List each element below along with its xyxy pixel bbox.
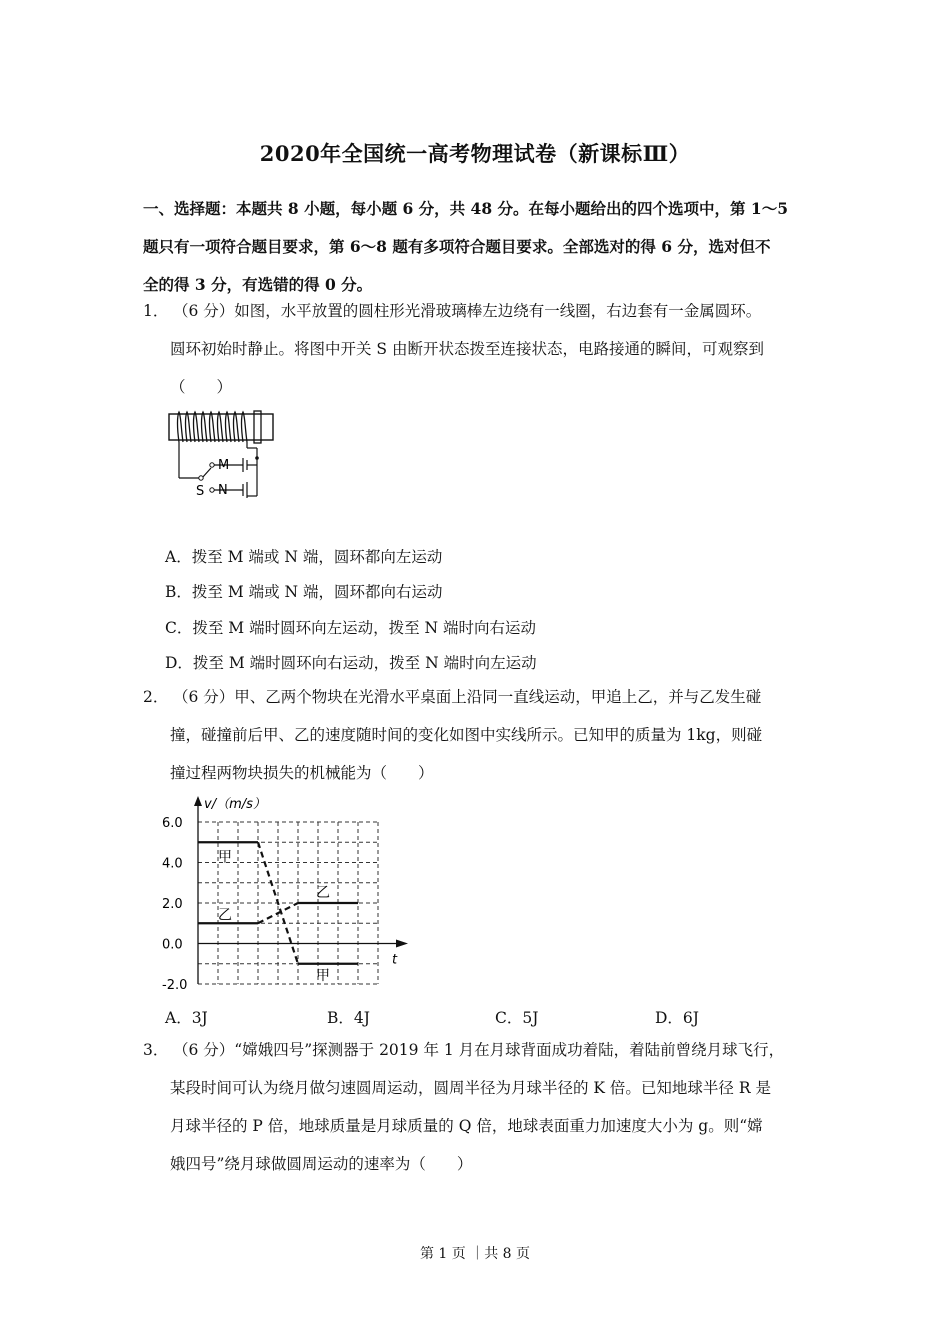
question-text: 撞，碰撞前后甲、乙的速度随时间的变化如图中实线所示。已知甲的质量为 1kg，则碰 <box>170 726 763 744</box>
question-number: 2． <box>143 688 169 706</box>
question-text: （6 分）如图，水平放置的圆柱形光滑玻璃棒左边绕有一线圈，右边套有一金属圆环。 <box>173 302 762 320</box>
y-tick-label: 4.0 <box>162 856 183 872</box>
option-b: B．拨至 M 端或 N 端，圆环都向右运动 <box>165 583 443 601</box>
question-text: 娥四号”绕月球做圆周运动的速率为（ ） <box>170 1155 473 1173</box>
option-c: C．拨至 M 端时圆环向左运动，拨至 N 端时向右运动 <box>165 619 537 637</box>
velocity-time-chart <box>160 790 420 995</box>
option-d: D．6J <box>655 1009 700 1027</box>
section-line: 题只有一项符合题目要求，第 6～8 题有多项符合题目要求。全部选对的得 6 分，选对但不 <box>143 237 771 256</box>
coil-icon <box>178 412 248 442</box>
option-d: D．拨至 M 端时圆环向右运动，拨至 N 端时向左运动 <box>165 654 537 672</box>
label-m: M <box>218 458 230 473</box>
label-n: N <box>218 483 228 498</box>
option-c: C．5J <box>495 1009 539 1027</box>
x-axis-arrow <box>396 940 408 948</box>
section-instructions <box>143 190 808 304</box>
series-label-jia: 甲 <box>218 849 232 866</box>
question-text: 某段时间可认为绕月做匀速圆周运动，圆周半径为月球半径的 K 倍。已知地球半径 R 是 <box>170 1079 771 1097</box>
option-a: A．拨至 M 端或 N 端，圆环都向左运动 <box>165 548 443 566</box>
question-text: （6 分）“嫦娥四号”探测器于 2019 年 1 月在月球背面成功着陆，着陆前曾绕月球飞行， <box>173 1041 785 1059</box>
circuit-figure <box>165 408 280 513</box>
metal-ring <box>254 411 261 443</box>
answer-bracket: （ ） <box>170 378 233 396</box>
x-axis-label: t <box>392 952 398 968</box>
series-label-jia: 甲 <box>316 967 330 984</box>
option-b: B．4J <box>327 1009 370 1027</box>
series-label-yi: 乙 <box>316 885 330 901</box>
y-tick-label: 2.0 <box>162 897 183 912</box>
label-s: S <box>196 484 205 499</box>
question-text: （6 分）甲、乙两个物块在光滑水平桌面上沿同一直线运动，甲追上乙，并与乙发生碰 <box>173 688 762 706</box>
y-axis-label: v/（m/s） <box>204 797 266 812</box>
question-number: 3． <box>143 1041 169 1059</box>
question-text: 月球半径的 P 倍，地球质量是月球质量的 Q 倍，地球表面重力加速度大小为 g。则“嫦 <box>170 1117 763 1135</box>
section-line: 全的得 3 分，有选错的得 0 分。 <box>143 275 373 294</box>
page-title: 2020年全国统一高考物理试卷（新课标Ⅲ） <box>259 141 691 166</box>
y-tick-label: 0.0 <box>162 937 183 953</box>
y-tick-label: -2.0 <box>162 978 188 993</box>
series-label-yi: 乙 <box>218 907 232 924</box>
question-number: 1． <box>143 302 169 320</box>
question-text: 撞过程两物块损失的机械能为（ ） <box>170 764 434 782</box>
question-2-line <box>143 678 761 716</box>
y-axis-arrow <box>194 796 202 806</box>
y-tick-label: 6.0 <box>162 816 183 831</box>
section-line: 一、选择题：本题共 8 小题，每小题 6 分，共 48 分。在每小题给出的四个选项中，第 1～5 <box>143 199 788 218</box>
question-text: 圆环初始时静止。将图中开关 S 由断开状态拨至连接状态，电路接通的瞬间，可观察到 <box>170 340 764 358</box>
question-3-line <box>143 1031 784 1069</box>
option-a: A．3J <box>165 1009 208 1027</box>
page-footer: 第 1 页 ｜共 8 页 <box>419 1246 531 1262</box>
question-1-line <box>143 292 761 330</box>
